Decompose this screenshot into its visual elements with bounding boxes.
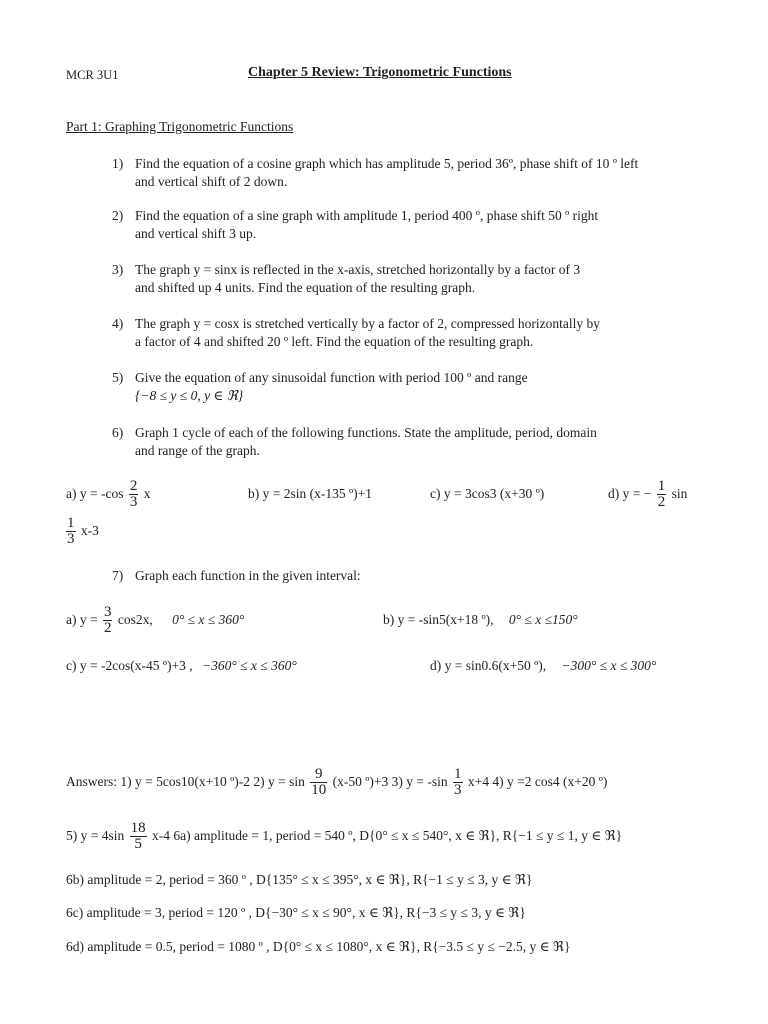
q7-part-d: d) y = sin0.6(x+50 º), −300° ≤ x ≤ 300° (430, 658, 657, 673)
question-text: Find the equation of a sine graph with amplitude 1, period 400 º, phase shift 50 º right (135, 208, 599, 223)
answers-line-2: 5) y = 4sin $\frac{18}{5}$ x-4 6a) amplitude = 1, period = 540 º, D{0° ≤ x ≤ 540°, x ∈ ℜ}, R{−1 ≤ y ≤ 1, y ∈ ℜ} (66, 820, 623, 853)
question-math: {−8 ≤ y ≤ 0, y ∈ ℜ} (135, 388, 244, 403)
q6-part-d: d) y = − $\frac{1}{2}$ sin (608, 478, 688, 511)
question-text: Give the equation of any sinusoidal function with period 100 º and range (135, 370, 528, 385)
question-text: Find the equation of a cosine graph which has amplitude 5, period 36º, phase shift of 10 º left (135, 156, 639, 171)
part1-heading: Part 1: Graphing Trigonometric Functions (66, 119, 294, 134)
answers-line-5: 6d) amplitude = 0.5, period = 1080 º , D{0° ≤ x ≤ 1080°, x ∈ ℜ}, R{−3.5 ≤ y ≤ −2.5, y ∈ ℜ} (66, 939, 571, 954)
answers-line-1: Answers: 1) y = 5cos10(x+10 º)-2 2) y = sin $\frac{9}{10}$ (x-50 º)+3 3) y = -sin $\frac{1}{3}$ x+4 4) y =2 cos4 (x+20 º) (66, 766, 608, 799)
question-text: The graph y = sinx is reflected in the x-axis, stretched horizontally by a factor of 3 (135, 262, 581, 277)
question-text: and range of the graph. (135, 443, 260, 458)
q7-part-a: a) y = $\frac{3}{2}$ cos2x, 0° ≤ x ≤ 360° (66, 604, 245, 637)
question-number: 7) (112, 568, 124, 583)
question-number: 3) (112, 262, 124, 277)
q7-part-c: c) y = -2cos(x-45 º)+3 , −360° ≤ x ≤ 360° (66, 658, 297, 673)
question-text: Graph each function in the given interval: (135, 568, 361, 583)
question-text: a factor of 4 and shifted 20 º left. Find the equation of the resulting graph. (135, 334, 534, 349)
fraction: $\frac{3}{2}$ (103, 604, 112, 637)
page-title: Chapter 5 Review: Trigonometric Functions (248, 65, 512, 80)
q6-part-a: a) y = -cos $\frac{2}{3}$ x (66, 478, 151, 511)
question-text: The graph y = cosx is stretched vertically by a factor of 2, compressed horizontally by (135, 316, 600, 331)
question-text: and vertical shift 3 up. (135, 226, 257, 241)
answers-line-4: 6c) amplitude = 3, period = 120 º , D{−30° ≤ x ≤ 90°, x ∈ ℜ}, R{−3 ≤ y ≤ 3, y ∈ ℜ} (66, 905, 526, 920)
question-text: Graph 1 cycle of each of the following functions. State the amplitude, period, domain (135, 425, 597, 440)
fraction: $\frac{2}{3}$ (129, 478, 138, 511)
question-number: 2) (112, 208, 124, 223)
course-code: MCR 3U1 (66, 68, 119, 82)
q6-part-c: c) y = 3cos3 (x+30 º) (430, 486, 545, 501)
fraction: $\frac{1}{3}$ (454, 766, 462, 799)
fraction: $\frac{1}{2}$ (657, 478, 666, 511)
question-number: 1) (112, 156, 124, 171)
q7-part-b: b) y = -sin5(x+18 º), 0° ≤ x ≤150° (383, 612, 578, 627)
question-text: and vertical shift of 2 down. (135, 174, 288, 189)
fraction: $\frac{9}{10}$ (311, 766, 327, 799)
question-text: and shifted up 4 units. Find the equation of the resulting graph. (135, 280, 476, 295)
question-number: 4) (112, 316, 124, 331)
q6-part-b: b) y = 2sin (x-135 º)+1 (248, 486, 373, 501)
question-number: 6) (112, 425, 124, 440)
q6-part-d-continued: $\frac{1}{3}$ x-3 (67, 515, 99, 548)
question-number: 5) (112, 370, 124, 385)
answers-line-3: 6b) amplitude = 2, period = 360 º , D{135° ≤ x ≤ 395°, x ∈ ℜ}, R{−1 ≤ y ≤ 3, y ∈ ℜ} (66, 872, 533, 887)
fraction: $\frac{18}{5}$ (130, 820, 146, 853)
fraction: $\frac{1}{3}$ (67, 515, 75, 548)
